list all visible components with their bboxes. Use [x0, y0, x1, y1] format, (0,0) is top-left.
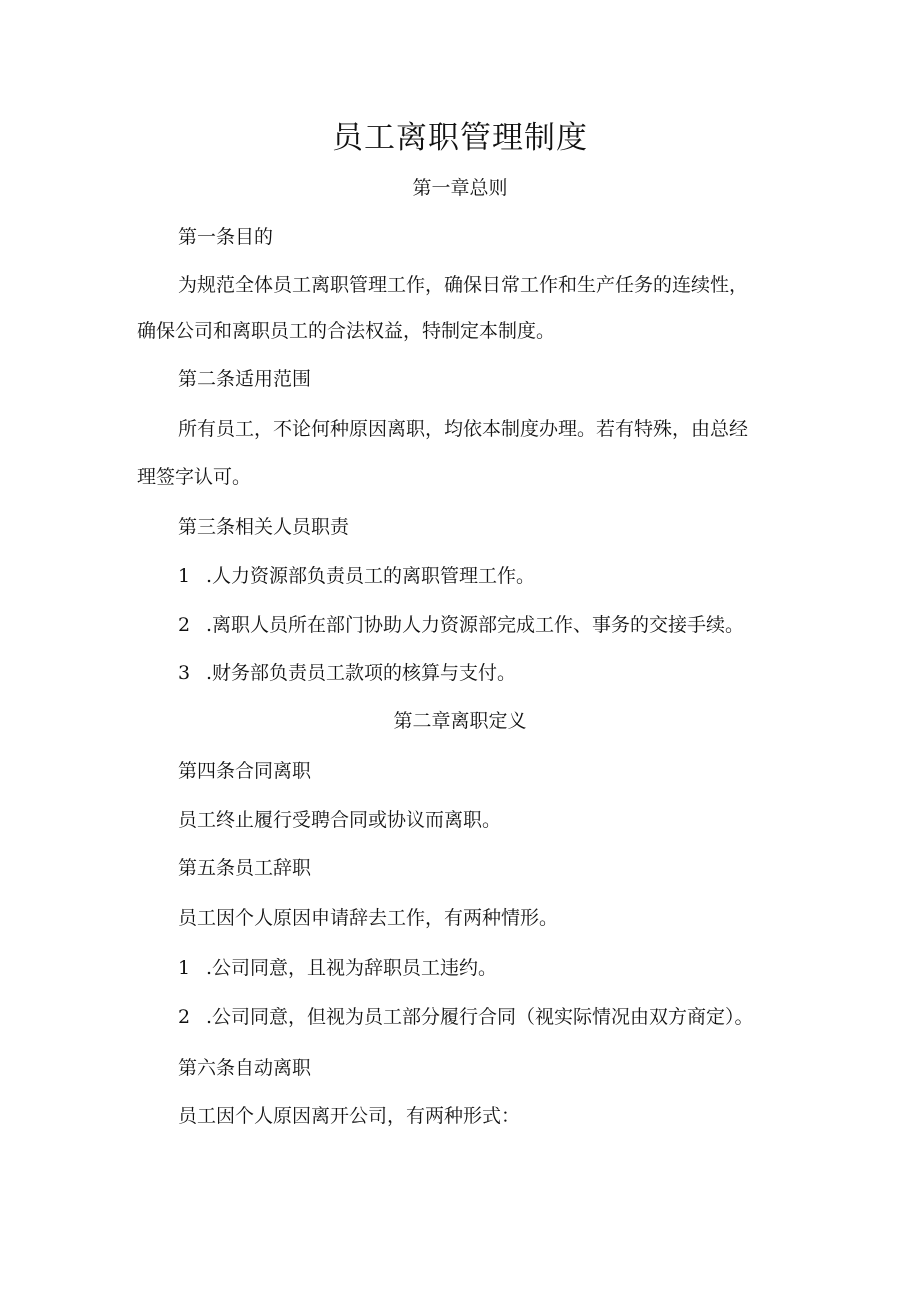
- article-1-text-line-2: 确保公司和离职员工的合法权益，特制定本制度。: [137, 320, 556, 342]
- article-1-heading: 第一条目的: [178, 226, 274, 248]
- article-5-text: 员工因个人原因申请辞去工作，有两种情形。: [178, 907, 559, 929]
- article-4-heading: 第四条合同离职: [178, 760, 312, 782]
- list-item-number: 3: [178, 662, 191, 684]
- article-5-heading: 第五条员工辞职: [178, 857, 312, 879]
- list-item-number: 1: [178, 957, 191, 979]
- article-6-heading: 第六条自动离职: [178, 1057, 312, 1079]
- document-title: 员工离职管理制度: [332, 120, 588, 156]
- article-2-text-line-2: 理签字认可。: [137, 466, 252, 488]
- list-item-number: 2: [178, 614, 191, 636]
- list-item: [178, 953, 497, 983]
- article-3-heading: 第三条相关人员职责: [178, 516, 350, 538]
- article-6-text: 员工因个人原因离开公司，有两种形式：: [178, 1105, 521, 1127]
- list-item-text: .人力资源部负责员工的离职管理工作。: [206, 565, 536, 587]
- list-item: [178, 658, 516, 688]
- list-item: [178, 610, 744, 640]
- article-4-text: 员工终止履行受聘合同或协议而离职。: [178, 809, 502, 831]
- list-item-number: 2: [178, 1006, 191, 1028]
- chapter-heading-2: 第二章离职定义: [393, 710, 527, 732]
- list-item-text: .公司同意，且视为辞职员工违约。: [206, 957, 498, 979]
- chapter-heading-1: 第一章总则: [412, 177, 508, 199]
- article-2-heading: 第二条适用范围: [178, 368, 312, 390]
- list-item-text: .公司同意，但视为员工部分履行合同（视实际情况由双方商定）。: [206, 1006, 754, 1028]
- list-item: [178, 561, 535, 591]
- list-item: [178, 1002, 754, 1032]
- list-item-number: 1: [178, 565, 191, 587]
- list-item-text: .财务部负责员工款项的核算与支付。: [206, 662, 517, 684]
- article-1-text-line-1: 为规范全体员工离职管理工作，确保日常工作和生产任务的连续性，: [178, 274, 749, 296]
- article-2-text-line-1: 所有员工，不论何种原因离职，均依本制度办理。若有特殊，由总经: [178, 418, 749, 440]
- list-item-text: .离职人员所在部门协助人力资源部完成工作、事务的交接手续。: [206, 614, 745, 636]
